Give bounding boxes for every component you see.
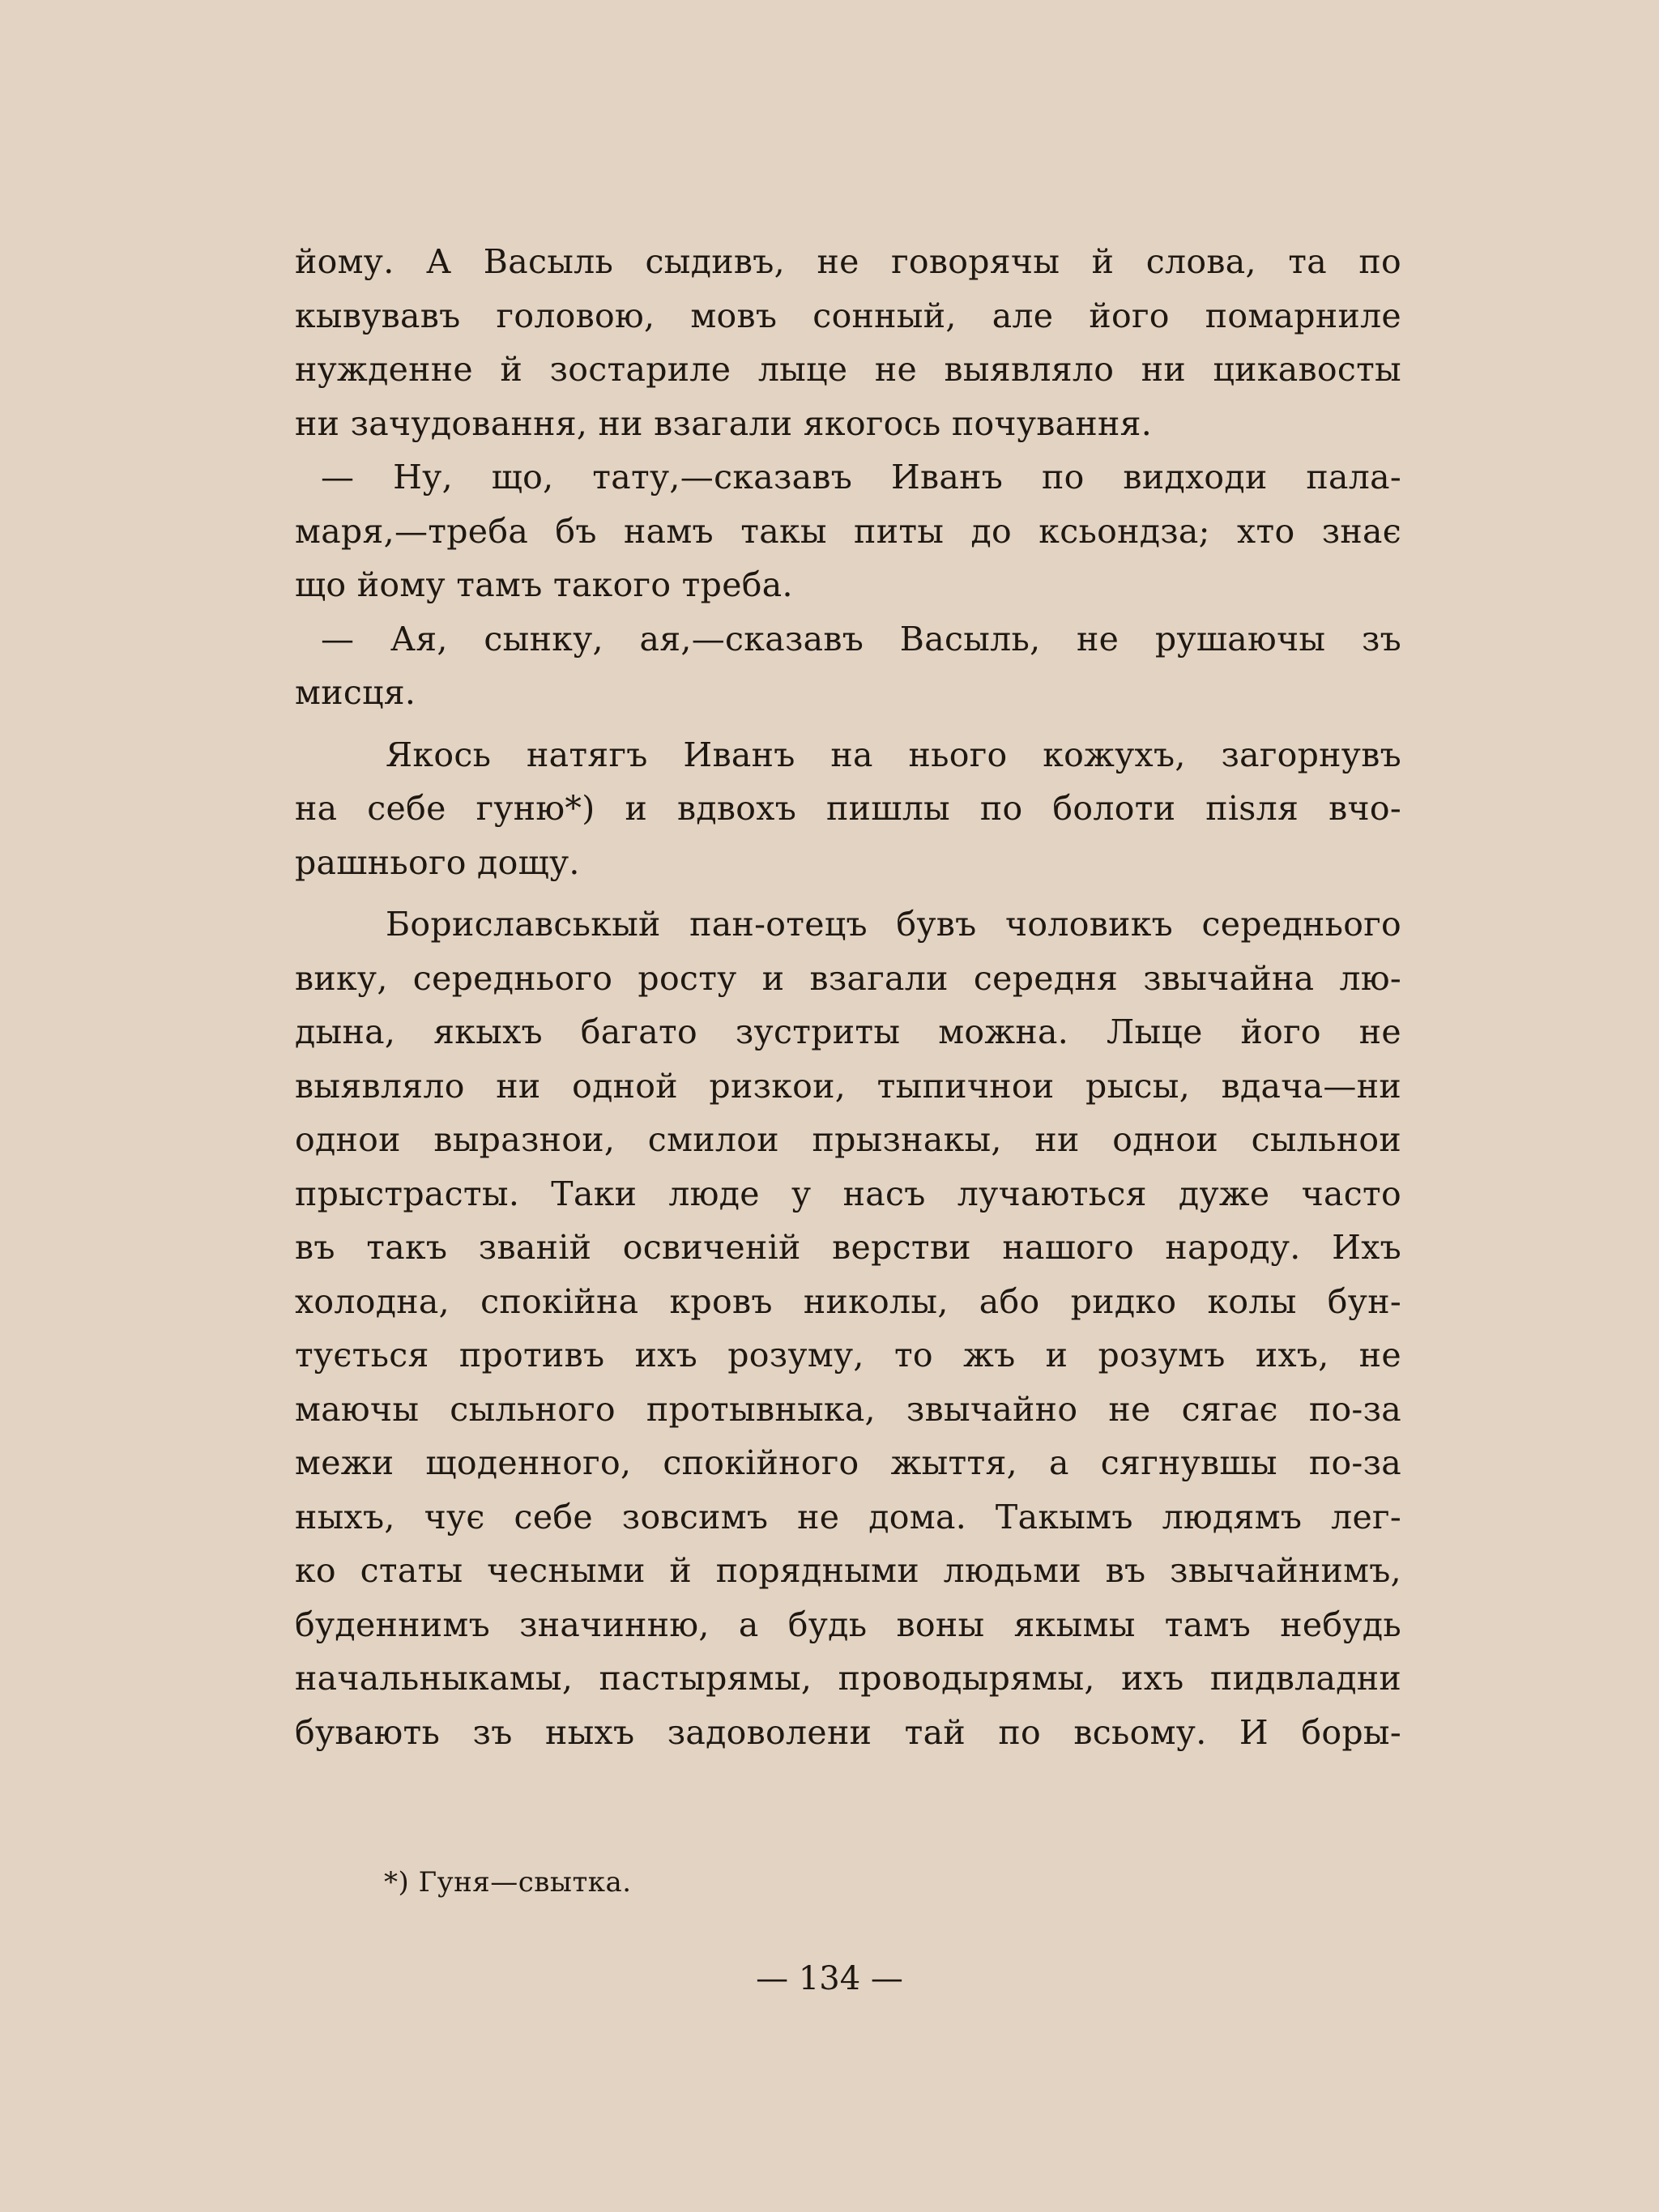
text-line: ни зачудовання, ни взагали якогось почування. [295, 403, 1153, 443]
text-line: буденнимъ значинню, а будь воны якымы тамъ небудь [295, 1605, 1401, 1644]
text-line: — Ая, сынку, ая,—сказавъ Васыль, не рушаючы зъ [321, 619, 1401, 658]
body-text [295, 235, 1401, 1759]
text-line: тується противъ ихъ розуму, то жъ и розумъ ихъ, не [295, 1336, 1401, 1375]
text-line: прыстрасты. Таки люде у насъ лучаються дуже часто [295, 1174, 1401, 1213]
text-line: що йому тамъ такого треба. [295, 565, 793, 604]
text-line: Бориславськый пан-отецъ бувъ чоловикъ середнього [386, 905, 1401, 944]
text-line: начальныкамы, пастырямы, проводырямы, ихъ пидвладни [295, 1659, 1401, 1698]
text-line: въ такъ званій освиченій верстви нашого народу. Ихъ [295, 1228, 1401, 1267]
text-line: — Ну, що, тату,—сказавъ Иванъ по видходи пала- [321, 458, 1401, 497]
text-line: кывувавъ головою, мовъ сонный, але його помарниле [295, 296, 1401, 335]
text-line: на себе гуню*) и вдвохъ пишлы по болоти пisля вчо- [295, 789, 1401, 828]
text-line: маючы сыльного протывныка, звычайно не сягає по-за [295, 1389, 1401, 1429]
text-line: ко статы чесными й порядными людьми въ звычайнимъ, [295, 1551, 1401, 1590]
text-line: йому. А Васыль сыдивъ, не говорячы й слова, та по [295, 242, 1401, 281]
text-line: выявляло ни одной ризкои, тыпичнои рысы, вдача—ни [295, 1066, 1401, 1106]
text-line: мисця. [295, 673, 416, 712]
text-line: холодна, спокійна кровъ николы, або ридко колы бун- [295, 1281, 1401, 1321]
text-line: маря,—треба бъ намъ такы питы до ксьондза; хто знає [295, 511, 1401, 551]
text-line: нужденне й зостариле лыце не выявляло ни цикавосты [295, 350, 1401, 389]
text-line: ныхъ, чує себе зовсимъ не дома. Такымъ людямъ лег- [295, 1497, 1401, 1536]
text-line: вику, середнього росту и взагали середня звычайна лю- [295, 958, 1401, 998]
text-line: Якось натягъ Иванъ на нього кожухъ, загорнувъ [386, 735, 1401, 774]
text-line: рашнього дощу. [295, 842, 580, 882]
footnote: *) Гуня—свытка. [384, 1866, 632, 1899]
page-number: — 134 — [756, 1960, 903, 1997]
text-line: однои выразнои, смилои прызнакы, ни однои сыльнои [295, 1120, 1401, 1159]
text-line: бувають зъ ныхъ задоволени тай по всьому. И боры- [295, 1712, 1401, 1752]
text-line: межи щоденного, спокійного жыття, а сягнувшы по-за [295, 1443, 1401, 1482]
text-line: дына, якыхъ багато зустриты можна. Лыце його не [295, 1012, 1401, 1051]
